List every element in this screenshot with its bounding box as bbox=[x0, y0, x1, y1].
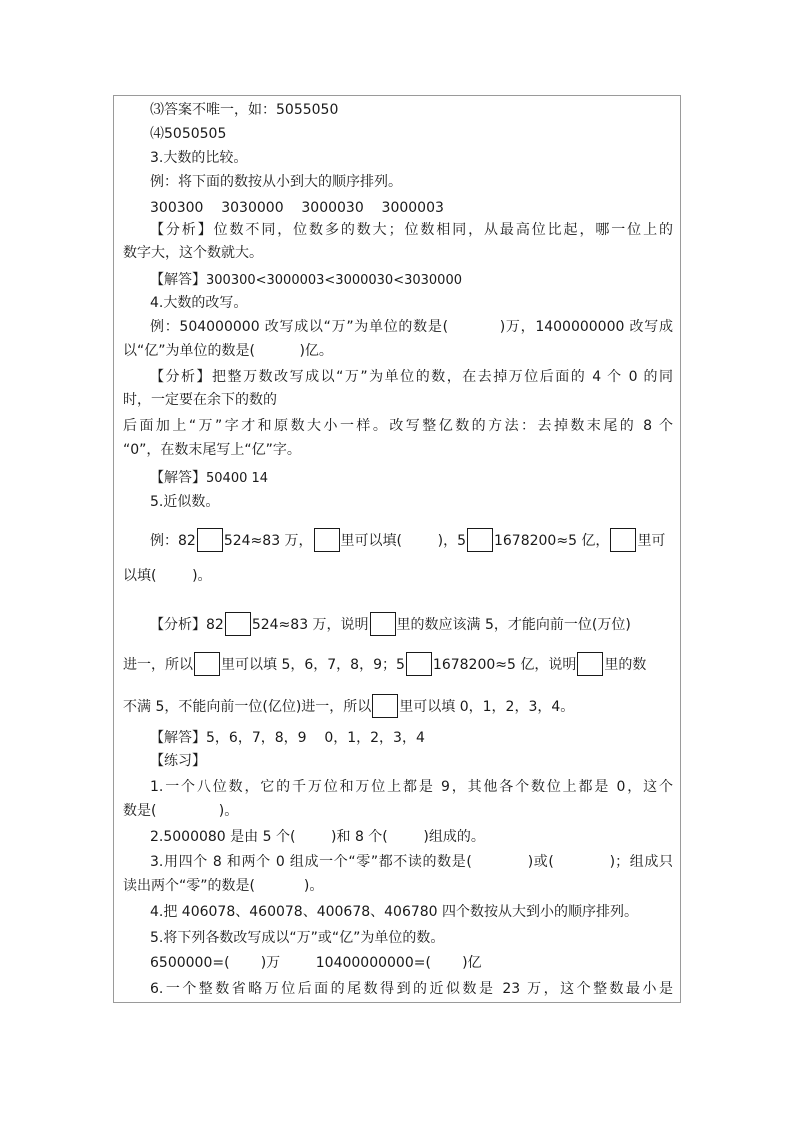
solution-3 bbox=[150, 271, 462, 290]
practice-3-line1: 3.用四个 8 和两个 0 组成一个“零”都不读的数是( )或( )；组成只 bbox=[150, 854, 673, 870]
analysis-5-text-e: 里可以填 5，6，7，8，9；5 bbox=[221, 657, 405, 673]
analysis-4-line2: 时，一定要在余下的数的 bbox=[123, 392, 277, 408]
example-4-line1: 例：504000000 改写成以“万”为单位的数是( )万，1400000000 改写成 bbox=[150, 319, 673, 335]
analysis-5-text-c: 里的数应该满 5，才能向前一位(万位) bbox=[396, 617, 631, 633]
analysis-5-text-a: 【分析】82 bbox=[150, 617, 224, 633]
example-5-line2: 以填( )。 bbox=[123, 568, 212, 584]
example-5-text-d: 1678200≈5 亿， bbox=[493, 533, 610, 549]
solution-label: 【解答】 bbox=[150, 272, 206, 288]
practice-1-line1: 1.一个八位数，它的千万位和万位上都是 9，其他各个数位上都是 0，这个 bbox=[150, 779, 673, 795]
blank-box bbox=[610, 528, 636, 552]
example-5-text-b: 524≈83 万， bbox=[223, 533, 313, 549]
blank-box bbox=[467, 528, 493, 552]
practice-4: 4.把 406078、460078、400678、406780 四个数按从大到小的顺序排列。 bbox=[150, 904, 639, 920]
analysis-5-line2 bbox=[123, 652, 646, 676]
practice-6: 6.一个整数省略万位后面的尾数得到的近似数是 23 万，这个整数最小是 bbox=[150, 981, 673, 997]
practice-5-items: 6500000=( )万 10400000000=( )亿 bbox=[150, 955, 482, 971]
blank-box bbox=[194, 652, 220, 676]
analysis-5-line3 bbox=[123, 694, 574, 718]
example-5-line1 bbox=[150, 528, 665, 552]
analysis-5-text-h: 不满 5，不能向前一位(亿位)进一，所以 bbox=[123, 699, 372, 715]
answer-line-3: ⑶答案不唯一，如：5055050 bbox=[150, 102, 339, 118]
blank-box bbox=[197, 528, 223, 552]
solution-3-value: 300300<3000003<3000030<3030000 bbox=[206, 273, 462, 288]
section-4-heading: 4.大数的改写。 bbox=[150, 295, 248, 311]
example-5-text-e: 里可 bbox=[637, 533, 666, 549]
analysis-5-line1 bbox=[150, 612, 631, 636]
analysis-3-line2: 数字大，这个数就大。 bbox=[123, 245, 263, 261]
section-3-heading: 3.大数的比较。 bbox=[150, 150, 248, 166]
practice-3-line2: 读出两个“零”的数是( )。 bbox=[123, 878, 324, 894]
analysis-4-line4: “0”，在数末尾写上“亿”字。 bbox=[123, 442, 301, 458]
analysis-5-text-d: 进一，所以 bbox=[123, 657, 193, 673]
example-3-numbers: 300300 3030000 3000030 3000003 bbox=[150, 200, 444, 216]
analysis-4-line3: 后面加上“万”字才和原数大小一样。改写整亿数的方法：去掉数末尾的 8 个 bbox=[123, 418, 673, 434]
practice-1-line2: 数是( )。 bbox=[123, 803, 239, 819]
blank-box bbox=[372, 694, 398, 718]
example-3: 例：将下面的数按从小到大的顺序排列。 bbox=[150, 174, 402, 190]
section-5-heading: 5.近似数。 bbox=[150, 494, 220, 510]
analysis-5-text-g: 里的数 bbox=[604, 657, 647, 673]
example-4-line2: 以“亿”为单位的数是( )亿。 bbox=[123, 343, 333, 359]
analysis-5-text-b: 524≈83 万，说明 bbox=[251, 617, 369, 633]
blank-box bbox=[370, 612, 396, 636]
answer-line-4: ⑷5050505 bbox=[150, 126, 227, 142]
practice-2: 2.5000080 是由 5 个( )和 8 个( )组成的。 bbox=[150, 829, 485, 845]
solution-4-value: 50400 14 bbox=[206, 471, 269, 486]
blank-box bbox=[406, 652, 432, 676]
analysis-4-line1: 【分析】把整万数改写成以“万”为单位的数，在去掉万位后面的 4 个 0 的同 bbox=[150, 369, 673, 385]
analysis-5-text-i: 里可以填 0，1，2，3，4。 bbox=[399, 699, 575, 715]
analysis-5-text-f: 1678200≈5 亿，说明 bbox=[432, 657, 577, 673]
analysis-3-line1: 【分析】位数不同，位数多的数大；位数相同，从最高位比起，哪一位上的 bbox=[150, 222, 673, 238]
solution-label: 【解答】 bbox=[150, 470, 206, 486]
blank-box bbox=[225, 612, 251, 636]
blank-box bbox=[577, 652, 603, 676]
solution-5: 【解答】5，6，7，8，9 0，1，2，3，4 bbox=[150, 730, 425, 746]
solution-4 bbox=[150, 469, 268, 488]
practice-heading: 【练习】 bbox=[150, 753, 206, 769]
practice-5: 5.将下列各数改写成以“万”或“亿”为单位的数。 bbox=[150, 930, 445, 946]
example-5-text-c: 里可以填( )，5 bbox=[340, 533, 466, 549]
example-5-text-a: 例：82 bbox=[150, 533, 196, 549]
blank-box bbox=[314, 528, 340, 552]
